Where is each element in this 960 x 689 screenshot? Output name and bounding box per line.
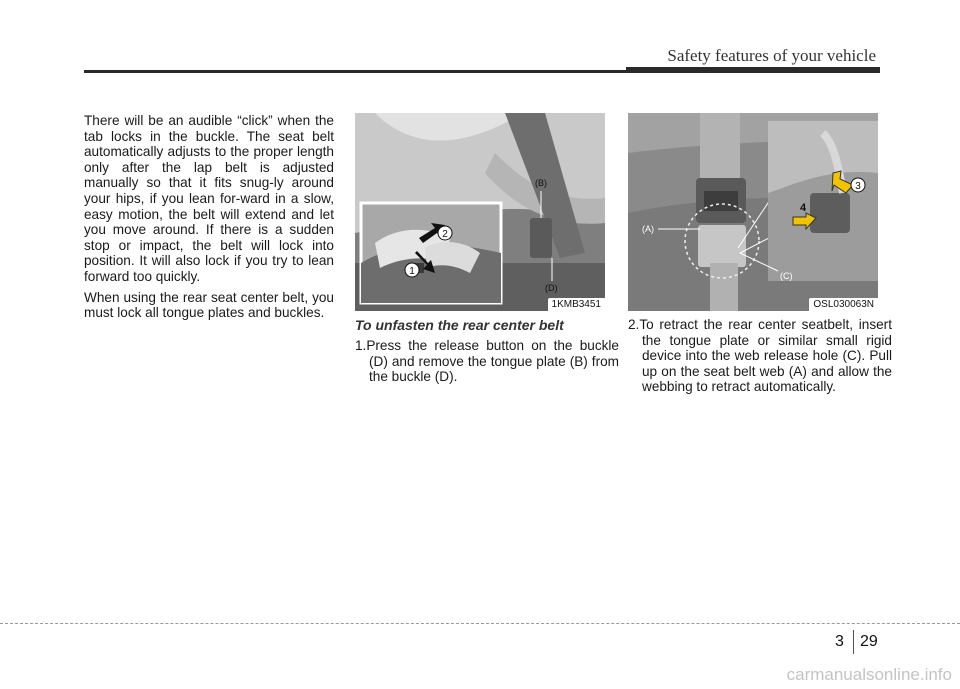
header-rule-accent — [626, 67, 880, 71]
figure2-label-c: (C) — [780, 271, 793, 281]
figure-unfasten-buckle — [355, 113, 605, 311]
paragraph-belt-locking: There will be an audible “click” when the tab locks in the buckle. The seat belt automatically adjusts to the proper length only after the lap belt is adjusted manually so that it fits snug-ly around your hips, if you lean for-ward in a slow, easy motion, the belt will extend and let you move around. If there is a sudden stop or impact, the belt will lock into position. It will also lock if you try to lean forward too quickly. — [84, 113, 334, 284]
figure2-label-a: (A) — [642, 224, 654, 234]
step-2-text: 2.To retract the rear center seatbelt, insert the tongue plate or similar small rigid device into the web release hole (C). Pull up on the seat belt web (A) and allow the webbing to retract automatically. — [628, 317, 892, 395]
step-1-text: 1.Press the release button on the buckle (D) and remove the tongue plate (B) from the buckle (D). — [355, 338, 619, 385]
body-column-1 — [84, 113, 334, 326]
watermark: carmanualsonline.info — [786, 665, 952, 684]
header-title: Safety features of your vehicle — [667, 46, 876, 65]
figure1-label-b: (B) — [535, 178, 547, 188]
figure1-label-d: (D) — [545, 283, 558, 293]
figure2-step4-label: 4 — [800, 202, 807, 214]
subheading-unfasten: To unfasten the rear center belt — [355, 317, 564, 333]
figure-retract-illustration — [628, 113, 878, 311]
chapter-number: 3 — [835, 633, 844, 650]
figure1-step1-label: 1 — [409, 266, 415, 277]
figure1-code: 1KMB3451 — [548, 298, 605, 311]
figure-unfasten-illustration — [355, 113, 605, 311]
footer-rule — [0, 623, 960, 624]
figure-retract-belt — [628, 113, 878, 311]
paragraph-center-belt: When using the rear seat center belt, you must lock all tongue plates and buckles. — [84, 289, 334, 321]
figure2-code: OSL030063N — [809, 298, 878, 311]
figure1-step2-label: 2 — [442, 229, 448, 240]
figure2-step3-label: 3 — [855, 181, 861, 192]
page-number: 29 — [860, 633, 878, 650]
page-number-divider — [853, 630, 854, 654]
